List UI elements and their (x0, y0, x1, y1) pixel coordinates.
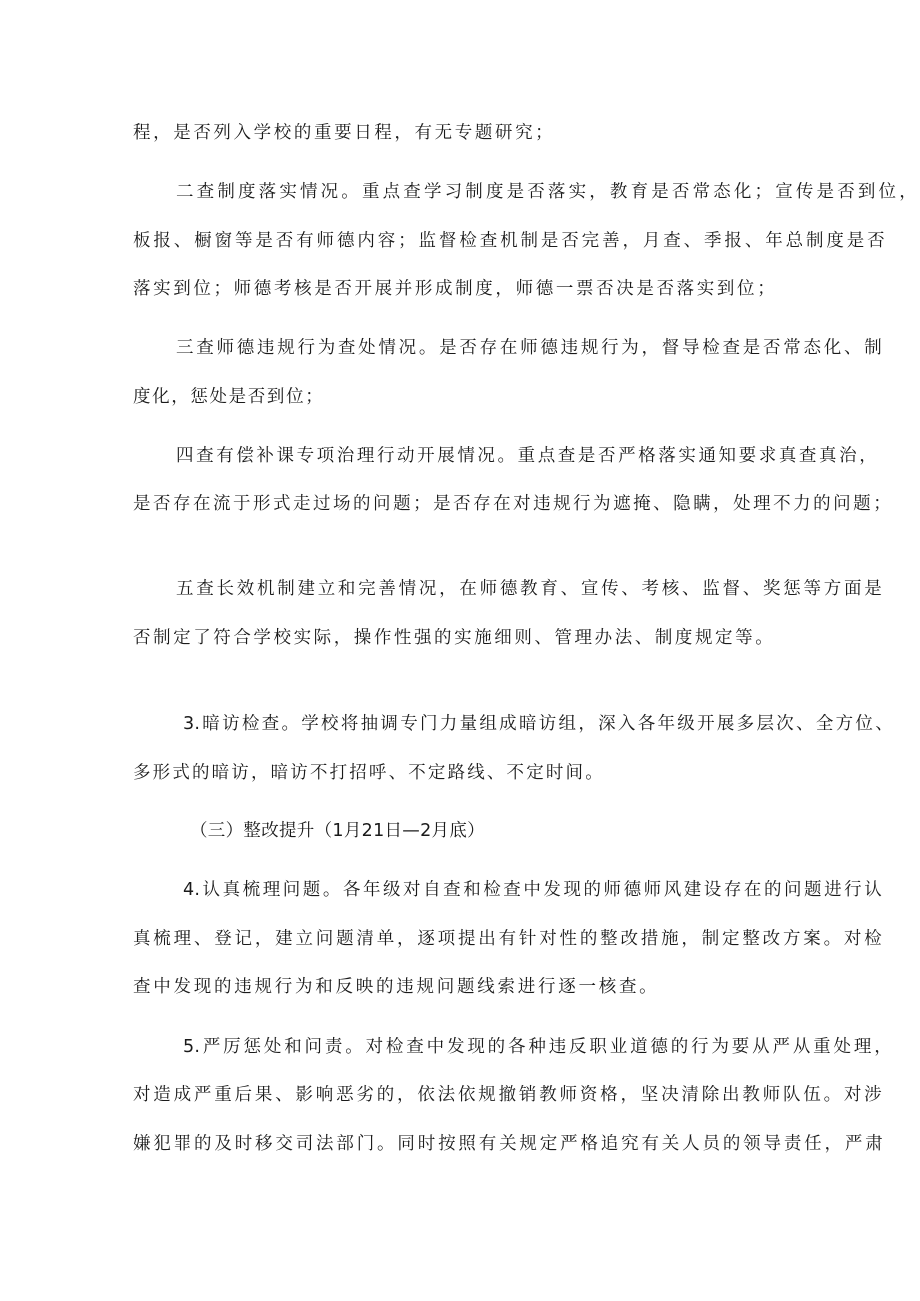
section-heading-rectification: （三）整改提升（1月21日—2月底） (190, 821, 485, 841)
paragraph-item-4-line-3: 查中发现的违规行为和反映的违规问题线索进行逐一核查。 (133, 977, 657, 997)
paragraph-item-4-line-1: 4.认真梳理问题。各年级对自查和检查中发现的师德师风建设存在的问题进行认 (183, 880, 882, 900)
paragraph-check-2-line-1: 二查制度落实情况。重点查学习制度是否落实，教育是否常态化；宣传是否到位， (176, 182, 917, 202)
paragraph-check-2-line-3: 落实到位；师德考核是否开展并形成制度，师德一票否决是否落实到位； (133, 279, 775, 299)
paragraph-check-2-line-2: 板报、橱窗等是否有师德内容；监督检查机制是否完善，月查、季报、年总制度是否 (133, 231, 885, 251)
paragraph-item-5-line-2: 对造成严重后果、影响恶劣的，依法依规撤销教师资格，坚决清除出教师队伍。对涉 (133, 1085, 882, 1105)
paragraph-check-5-line-1: 五查长效机制建立和完善情况，在师德教育、宣传、考核、监督、奖惩等方面是 (176, 579, 882, 599)
paragraph-item-3-line-2: 多形式的暗访，暗访不打招呼、不定路线、不定时间。 (133, 763, 603, 783)
paragraph-item-5-line-1: 5.严厉惩处和问责。对检查中发现的各种违反职业道德的行为要从严从重处理， (183, 1037, 892, 1057)
paragraph-check-3-line-2: 度化，惩处是否到位； (133, 387, 323, 407)
paragraph-item-5-line-3: 嫌犯罪的及时移交司法部门。同时按照有关规定严格追究有关人员的领导责任，严肃 (133, 1134, 883, 1154)
paragraph-item-3-line-1: 3.暗访检查。学校将抽调专门力量组成暗访组，深入各年级开展多层次、全方位、 (183, 714, 893, 734)
paragraph-item-4-line-2: 真梳理、登记，建立问题清单，逐项提出有针对性的整改措施，制定整改方案。对检 (133, 929, 882, 949)
paragraph-check-3-line-1: 三查师德违规行为查处情况。是否存在师德违规行为，督导检查是否常态化、制 (176, 338, 882, 358)
paragraph-continuation-line-1: 程，是否列入学校的重要日程，有无专题研究； (133, 123, 553, 143)
paragraph-check-5-line-2: 否制定了符合学校实际，操作性强的实施细则、管理办法、制度规定等。 (133, 628, 773, 648)
paragraph-check-4-line-1: 四查有偿补课专项治理行动开展情况。重点查是否严格落实通知要求真查真治， (176, 446, 877, 466)
paragraph-check-4-line-2: 是否存在流于形式走过场的问题；是否存在对违规行为遮掩、隐瞒，处理不力的问题； (133, 494, 891, 514)
